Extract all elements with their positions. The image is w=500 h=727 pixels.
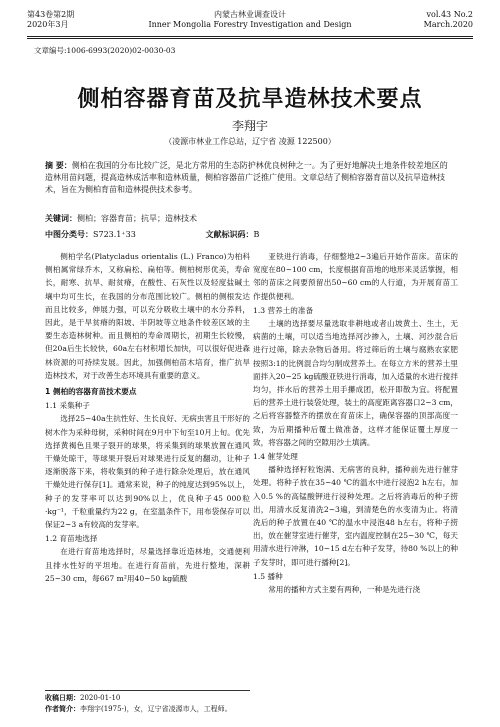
received-label: 收稿日期：	[45, 694, 80, 702]
header-right	[424, 10, 473, 30]
body-paragraph: 播种选择籽粒饱满、无病害的良种，播种前先进行催芽处理。将种子放在35~40 ℃的温水中进行浸泡2 h左右，加入0.5 %的高锰酸钾进行浸种处理。之后将消毒后的种子捞出，用清水反复清洗2~3遍，到清楚色的水变清为止。将清洗后的种子放置在40 ℃的温水中浸泡48 h左右，将种子捞出，放在催芽室进行催芽，室内温度控制在25~30 ℃，每天用清水进行冲淋，10~15 d左右种子发芽，待80 %以上的种子发芽时，即可进行播种[2]。	[253, 465, 458, 567]
subsection-heading: 1.5 播种	[253, 571, 283, 581]
subsection-heading: 1.2 育苗地选择	[45, 534, 98, 544]
abstract	[45, 160, 455, 196]
left-column	[45, 250, 250, 585]
author-name: 李翔宇	[231, 119, 268, 133]
abstract-text: 侧柏在我国的分布比较广泛，是北方常用的生态防护林优良树种之一。为了更好地解决土地条件较差地区的造林用苗问题，提高造林成活率和造林质量，侧柏容器苗广泛推广使用。文章总结了侧柏容器育苗以及抗旱造林技术，旨在为侧柏育苗和造林提供技术参考。	[45, 161, 448, 194]
body-paragraph: 侧柏学名(Platycladus orientalis (L.) Franco)为柏科侧柏属常绿乔木，又称扁松、扁柏等。侧柏树形优美，寿命长，耐寒、抗旱、耐贫瘠，在酸性、石灰性以及轻度盐碱土壤中均可生长，在我国的分布范围比较广。侧柏的侧根发达而且比较多，伸展力强，可以充分吸收土壤中的水分养料，因此，是干旱贫瘠的阳坡、半阴坡等立地条件较差区域的主要生态造林树种。而且侧柏的寿命周期长，初期生长较慢，但20a后生长较快，60a左右材积增长加快，可以很好促进森林资源的可持续发展。因此，加强侧柏苗木培育，推广抗旱造林技术，对于改善生态环境具有重要的意义。	[45, 252, 250, 380]
received-date	[45, 693, 250, 704]
volume-issue: 第43卷第2期	[27, 10, 75, 19]
body-paragraph: 土壤的选择要尽量选取非耕地或者山坡黄土、生土，无病菌的土壤，可以适当地选择河沙掺入，土壤、河沙混合后进行过筛，除去杂物后备用。将过筛后的土壤与腐熟农家肥按照3:1的比例混合均匀制成营养土。在每立方米的营养土里面拌入20~25 kg硫酸亚铁进行消毒，加入适量的水进行搅拌均匀，拌水后的营养土用手攥成团，松开即散为宜。将配置后的营养土进行装袋处理，装土的高度距离容器口2~3 cm，之后将容器整齐的摆放在育苗床上，确保容器的顶部高度一致，为后期播种后覆土做准备，这样才能保证覆土厚度一致，将容器之间的空隙用沙土填满。	[253, 319, 458, 447]
subsection-heading: 1.4 催芽处理	[253, 452, 298, 462]
metadata-block	[45, 213, 455, 240]
right-column	[253, 250, 458, 596]
header-rule	[27, 36, 473, 37]
author-bio	[45, 704, 250, 715]
journal-name-cn: 内蒙古林业调查设计	[214, 10, 286, 19]
body-paragraph: 在进行育苗地选择时，尽量选择靠近造林地，交通便利且排水性好的平坦地。在进行育苗前，先进行整地，深耕25~30 cm，每667 m²用40~50 kg硫酸	[45, 547, 250, 583]
doc-code: B	[253, 230, 260, 239]
subsection-heading: 1.1 采集种子	[45, 401, 90, 411]
volume-issue-en: vol.43 No.2	[426, 10, 473, 19]
body-paragraph: 常用的播种方式主要有两种，一种是先进行浇	[268, 585, 421, 595]
keywords-text: 侧柏；容器育苗；抗旱；造林技术	[77, 214, 197, 223]
header-rule-thin	[27, 38, 473, 39]
section-heading: 1 侧柏的容器育苗技术要点	[45, 387, 137, 397]
issue-date: 2020年3月	[27, 20, 69, 29]
body-paragraph: 选择25~40a生抗性好、生长良好、无病虫害且干形好的树木作为采种母树，采种时间在9月中下旬至10月上旬。优先选择黄褐色且果子裂开的球果，将采集到的球果放置在通风干燥处晾干，等球果开裂后对球果进行反复的翻动，让种子逐渐脱落下来，将收集到的种子进行除杂处理后，放在通风干燥处进行保存[1]。通常来说，种子的纯度达到95%以上，种子的发芽率可以达到90%以上，优良种子45 000粒·kg⁻¹，千粒重量约为22 g，在室温条件下，用布袋保存可以保证2~3 a有较高的发芽率。	[45, 414, 250, 530]
running-header	[27, 10, 473, 36]
footnote	[45, 690, 250, 715]
keywords	[45, 213, 455, 224]
article-number: 文章编号:1006-6993(2020)02-0030-03	[34, 46, 176, 55]
journal-name-en: Inner Mongolia Forestry Investigation and Design	[148, 20, 352, 29]
doc-code-label: 文献标识码：	[205, 230, 254, 239]
abstract-label: 摘 要：	[45, 161, 72, 170]
received-value: 2020-01-10	[80, 694, 121, 702]
clc-number: S723.1⁺33	[93, 230, 136, 239]
abstract-block	[45, 160, 455, 196]
subsection-heading: 1.3 营养土的准备	[253, 305, 314, 315]
keywords-label: 关键词：	[45, 214, 77, 223]
clc-label: 中图分类号：	[45, 230, 93, 239]
issue-date-en: March.2020	[423, 20, 473, 29]
classification-row	[45, 229, 455, 240]
header-center	[27, 10, 473, 30]
body-paragraph: 亚铁进行消毒，仔细整地2~3遍后开始作苗床。苗床的宽度在80~100 cm，长度根据育苗地的地形来灵活掌握，相邻的苗床之间要预留出50~60 cm的人行道，为开展育苗工作提供便利。	[253, 252, 458, 301]
author-bio-text: 李翔宇(1975-)，女，辽宁省凌源市人，工程师。	[80, 705, 232, 713]
author-affiliation: （凌源市林业工作总站，辽宁省 凌源 122500）	[164, 137, 336, 146]
author-bio-label: 作者简介：	[45, 705, 80, 713]
paper-title: 侧柏容器育苗及抗旱造林技术要点	[77, 87, 423, 112]
